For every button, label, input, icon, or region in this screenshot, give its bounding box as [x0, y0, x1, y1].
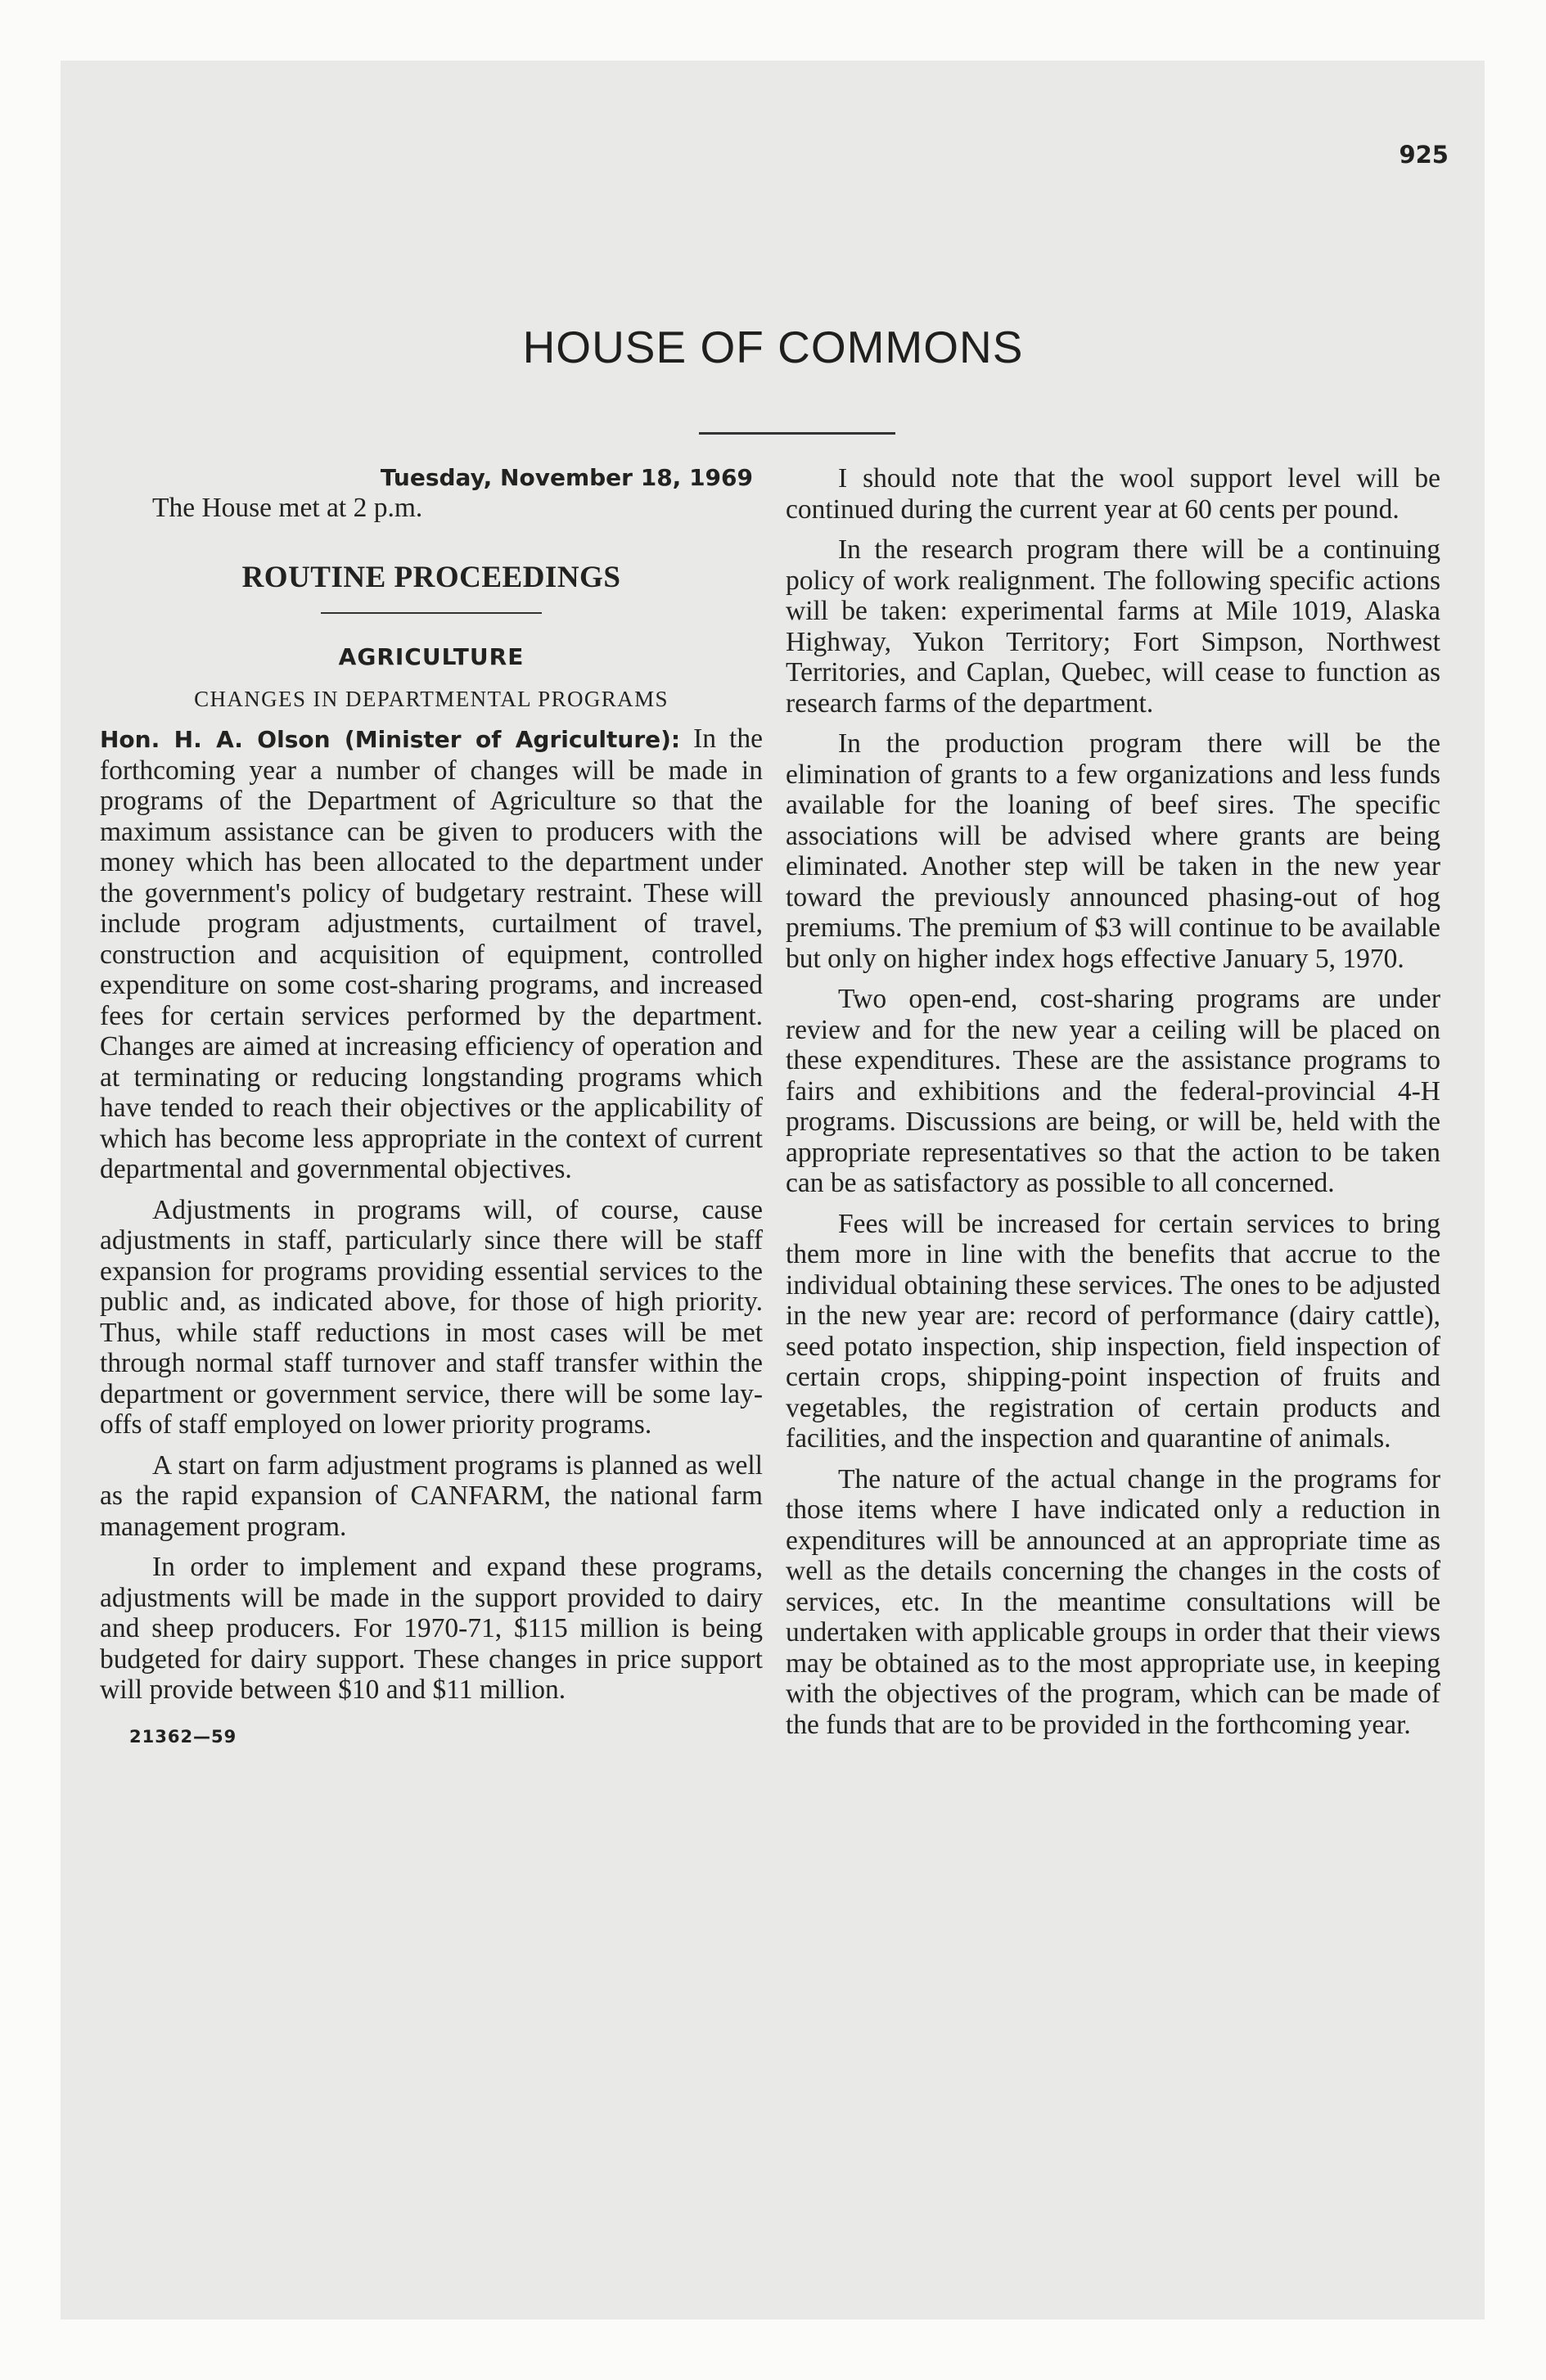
section-divider — [321, 612, 542, 614]
sitting-date: Tuesday, November 18, 1969 — [380, 464, 753, 491]
topic-heading: CHANGES IN DEPARTMENTAL PROGRAMS — [194, 687, 669, 711]
paragraph: A start on farm adjustment programs is planned as well as the rapid expansion of CANFARM, the national farm management program. — [100, 1449, 763, 1542]
page-number: 925 — [1399, 141, 1449, 169]
paragraph: Two open-end, cost-sharing programs are under review and for the new year a ceiling will be placed on these expenditures. These are the assistance programs to fairs and exhibitions and the federal-provincial 4-H programs. Discussions are being, or will be, held with the appropriate representatives so that the action to be taken can be as satisfactory as possible to all concerned. — [786, 984, 1440, 1198]
speaker-name: Hon. H. A. Olson (Minister of Agriculture): — [100, 726, 681, 753]
paragraph: In order to implement and expand these programs, adjustments will be made in the support provided to dairy and sheep producers. For 1970-71, $115 million is being budgeted for dairy support. These changes in price support will provide between $10 and $11 million. — [100, 1552, 763, 1705]
speech-opening-text: In the forthcoming year a number of changes will be made in programs of the Department of Agriculture so that the maximum assistance can be given to producers with the money which has been allocated to the department under the government's policy of budgetary restraint. These will include program adjustments, curtailment of travel, construction and acquisition of equipment, controlled expenditure on some cost-sharing programs, and increased fees for certain services performed by the department. Changes are aimed at increasing efficiency of operation and at terminating or reducing longstanding programs which have tended to reach their objectives or the applicability of which has become less appropriate in the context of current departmental and governmental objectives. — [100, 723, 763, 1184]
page-title: HOUSE OF COMMONS — [522, 322, 1024, 372]
house-met-line: The House met at 2 p.m. — [152, 493, 423, 523]
paragraph: Fees will be increased for certain services to bring them more in line with the benefits that accrue to the individual obtaining these services. The ones to be adjusted in the new year are: record of performance (dairy cattle), seed potato inspection, ship inspection, field inspection of certain crops, shipping-point inspection of fruits and vegetables, the registration of certain products and facilities, and the inspection and quarantine of animals. — [786, 1208, 1440, 1454]
paragraph: In the research program there will be a continuing policy of work realignment. The following specific actions will be taken: experimental farms at Mile 1019, Alaska Highway, Yukon Territory; Fort Simpson, Northwest Territories, and Caplan, Quebec, will cease to function as research farms of the department. — [786, 534, 1440, 719]
right-column — [786, 463, 1440, 1740]
section-heading: ROUTINE PROCEEDINGS — [241, 561, 621, 594]
paragraph: Adjustments in programs will, of course, cause adjustments in staff, particularly since there will be staff expansion for programs providing essential services to the public and, as indicated above, for those of high priority. Thus, while staff reductions in most cases will be met through normal staff turnover and staff transfer within the department or government service, there will be some lay-offs of staff employed on lower priority programs. — [100, 1194, 763, 1440]
paragraph: The nature of the actual change in the programs for those items where I have indicated only a reduction in expenditures will be announced at an appropriate time as well as the details concerning the changes in the costs of services, etc. In the meantime consultations will be undertaken with applicable groups in order that their views may be obtained as to the most appropriate use, in keeping with the objectives of the program, which can be made of the funds that are to be provided in the forthcoming year. — [786, 1463, 1440, 1740]
speech-paragraph — [100, 723, 763, 1185]
paragraph: I should note that the wool support level will be continued during the current year at 60 cents per pound. — [786, 463, 1440, 525]
left-column — [100, 463, 763, 1752]
paragraph: In the production program there will be the elimination of grants to a few organizations and less funds available for the loaning of beef sires. The specific associations will be advised where grants are being eliminated. Another step will be taken in the new year toward the previously announced phasing-out of hog premiums. The premium of $3 will continue to be available but only on higher index hogs effective January 5, 1970. — [786, 728, 1440, 974]
footer-code: 21362—59 — [129, 1726, 237, 1747]
title-divider — [699, 432, 895, 435]
subject-heading: AGRICULTURE — [338, 643, 525, 670]
